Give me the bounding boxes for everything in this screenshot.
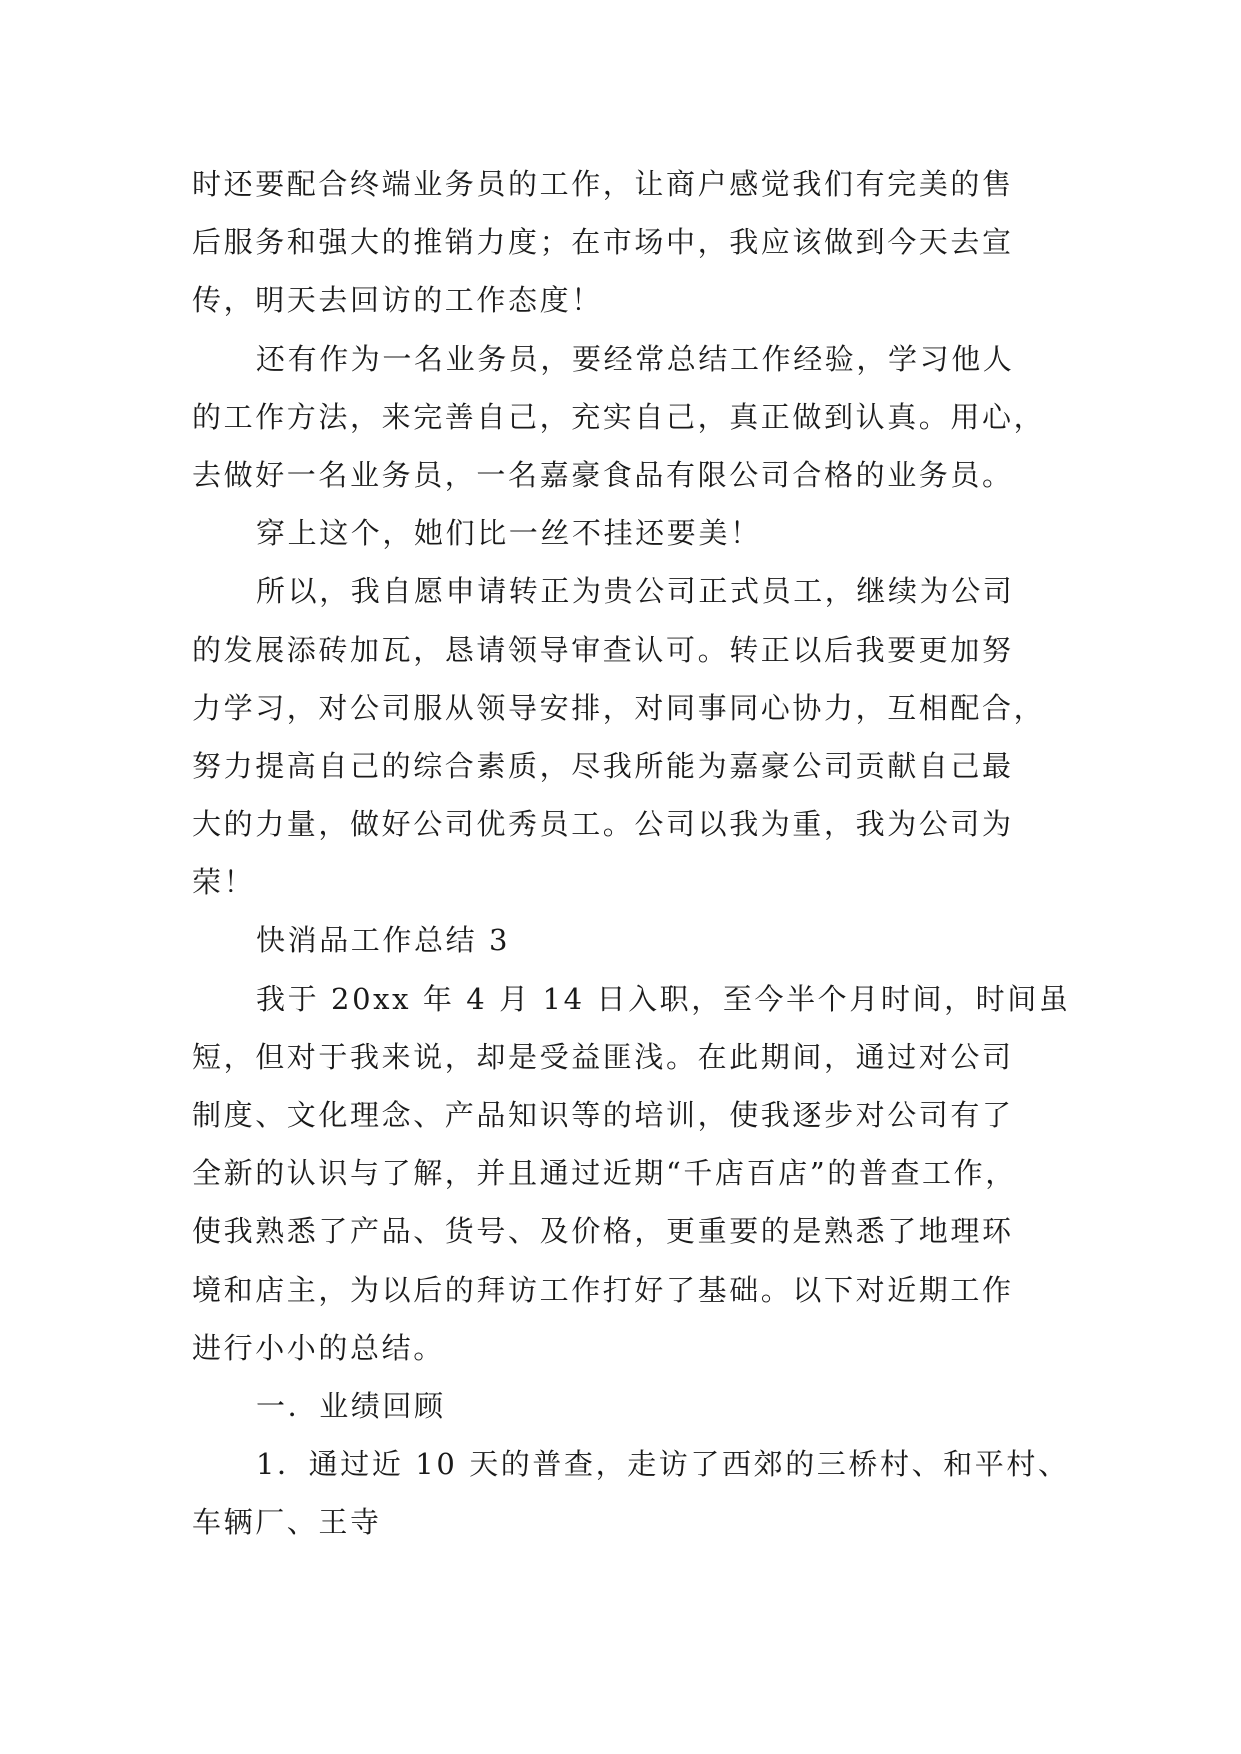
list-item-first-line: 1．通过近 10 天的普查，走访了西郊的三桥村、和平村、 bbox=[256, 1447, 1070, 1482]
text-line: 大的力量，做好公司优秀员工。公司以我为重，我为公司为 bbox=[192, 807, 1014, 842]
text-line: 的发展添砖加瓦，恳请领导审查认可。转正以后我要更加努 bbox=[192, 632, 1014, 667]
text-line: 境和店主，为以后的拜访工作打好了基础。以下对近期工作 bbox=[192, 1272, 1014, 1307]
text-line: 去做好一名业务员，一名嘉豪食品有限公司合格的业务员。 bbox=[192, 457, 1014, 492]
text-line: 传，明天去回访的工作态度！ bbox=[192, 283, 603, 318]
text-line: 车辆厂、王寺 bbox=[192, 1505, 382, 1540]
text-line: 制度、文化理念、产品知识等的培训，使我逐步对公司有了 bbox=[192, 1098, 1014, 1132]
paragraph-first-line: 穿上这个，她们比一丝不挂还要美！ bbox=[256, 516, 762, 551]
text-line: 进行小小的总结。 bbox=[192, 1330, 445, 1365]
text-line: 努力提高自己的综合素质，尽我所能为嘉豪公司贡献自己最 bbox=[192, 748, 1014, 783]
text-line: 荣！ bbox=[192, 865, 256, 900]
paragraph-first-line: 还有作为一名业务员，要经常总结工作经验，学习他人 bbox=[256, 341, 1015, 376]
text-line: 后服务和强大的推销力度；在市场中，我应该做到今天去宣 bbox=[192, 225, 1014, 260]
text-line: 短，但对于我来说，却是受益匪浅。在此期间，通过对公司 bbox=[192, 1039, 1014, 1074]
text-line: 全新的认识与了解，并且通过近期“千店百店”的普查工作， bbox=[192, 1156, 1017, 1191]
text-line: 力学习，对公司服从领导安排，对同事同心协力，互相配合， bbox=[192, 690, 1046, 725]
section-heading: 快消品工作总结 3 bbox=[256, 923, 511, 958]
text-line: 使我熟悉了产品、货号、及价格，更重要的是熟悉了地理环 bbox=[192, 1214, 1014, 1249]
text-line: 时还要配合终端业务员的工作，让商户感觉我们有完美的售 bbox=[192, 167, 1014, 201]
subsection-heading: 一．业绩回顾 bbox=[256, 1388, 446, 1423]
text-line: 的工作方法，来完善自己，充实自己，真正做到认真。用心， bbox=[192, 399, 1046, 434]
paragraph-first-line: 我于 20xx 年 4 月 14 日入职，至今半个月时间，时间虽 bbox=[256, 981, 1071, 1016]
paragraph-first-line: 所以，我自愿申请转正为贵公司正式员工，继续为公司 bbox=[256, 574, 1015, 609]
document-body bbox=[192, 155, 1072, 1552]
